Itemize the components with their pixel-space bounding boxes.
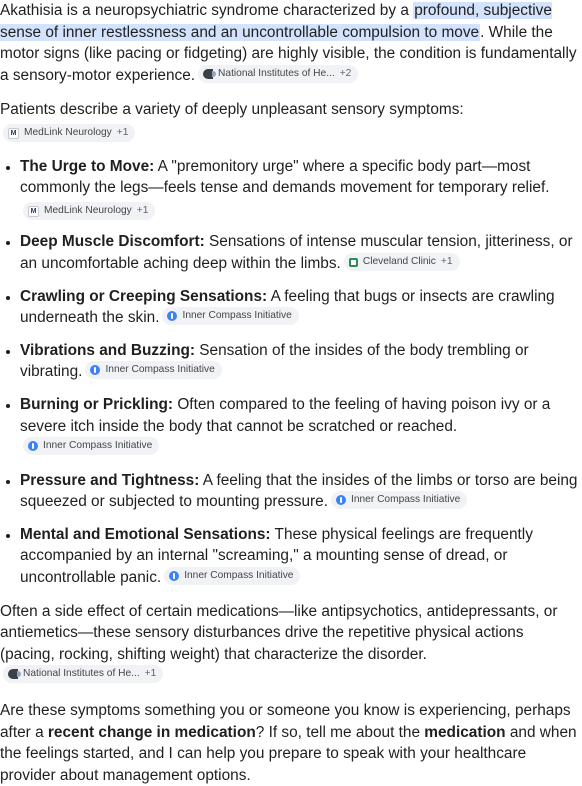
list-item: [20, 231, 582, 274]
source-chip-label: Inner Compass Initiative: [43, 440, 153, 452]
symptom-title: The Urge to Move:: [20, 157, 155, 175]
source-chip-inner-compass[interactable]: [331, 491, 467, 509]
symptoms-intro-text: Patients describe a variety of deeply unpleasant sensory symptoms:: [0, 101, 464, 119]
closing-bold-2: medication: [424, 723, 506, 741]
list-item: [20, 340, 582, 383]
intro-text: Akathisia is a neuropsychiatric syndrome characterized by a: [0, 2, 414, 19]
source-chip-more: +1: [116, 127, 129, 139]
inner-compass-icon: [28, 441, 38, 451]
source-chip-label: Cleveland Clinic: [362, 256, 436, 268]
intro-paragraph: [0, 0, 582, 86]
closing-text-2: ? If so, tell me about the: [255, 723, 425, 741]
closing-text-3: and when the feelings started, and I can help you prepare to speak with your healthcare provider about management options.: [0, 723, 577, 784]
source-chip-label: Inner Compass Initiative: [351, 494, 461, 506]
source-chip-more: +1: [440, 256, 453, 268]
source-chip-label: Inner Compass Initiative: [105, 364, 215, 376]
symptom-text: Sensation of the insides of the body trembling or vibrating.: [20, 341, 529, 381]
source-chip-nih[interactable]: [3, 665, 163, 683]
symptom-title: Mental and Emotional Sensations:: [20, 525, 271, 543]
symptom-text: Sensations of intense muscular tension, jitteriness, or an uncomfortable aching deep within the limbs.: [20, 233, 573, 272]
inner-compass-icon: [336, 495, 346, 505]
source-chip-inner-compass[interactable]: [85, 361, 221, 379]
nih-icon: [8, 669, 18, 679]
symptom-title: Pressure and Tightness:: [20, 471, 200, 489]
closing-text: Are these symptoms something you or someone you know is experiencing, perhaps after a: [0, 702, 571, 741]
source-chip-label: National Institutes of He...: [218, 67, 335, 79]
cleveland-clinic-icon: [349, 258, 358, 267]
source-chip-nih[interactable]: [198, 65, 358, 83]
symptoms-intro: [0, 99, 582, 142]
source-chip-medlink[interactable]: [23, 202, 155, 220]
closing-paragraph: [0, 700, 582, 786]
source-chip-label: National Institutes of He...: [23, 668, 140, 680]
symptom-title: Deep Muscle Discomfort:: [20, 233, 205, 251]
source-chip-label: Inner Compass Initiative: [182, 310, 292, 322]
inner-compass-icon: [90, 365, 100, 375]
source-chip-inner-compass[interactable]: [23, 437, 159, 455]
inner-compass-icon: [169, 571, 179, 581]
source-chip-more: +2: [339, 67, 352, 79]
intro-text-2: . While the motor signs (like pacing or fidgeting) are highly visible, the condition is fundamentally a sensory-motor experience.: [0, 23, 577, 84]
source-chip-more: +1: [136, 205, 149, 217]
list-item: [20, 470, 582, 513]
side-effect-paragraph: [0, 601, 582, 687]
symptom-text: A feeling that the insides of the limbs or torso are being squeezed or subjected to mounting pressure.: [20, 471, 578, 511]
source-chip-label: Inner Compass Initiative: [184, 570, 294, 582]
medlink-icon: M: [8, 128, 19, 139]
symptom-list: [0, 156, 582, 589]
highlighted-text[interactable]: profound, subjective sense of inner restlessness and an uncontrollable compulsion to move: [0, 2, 552, 41]
side-effect-text: Often a side effect of certain medications—like antipsychotics, antidepressants, or antiemetics—these sensory disturbances drive the repetitive physical actions (pacing, rocking, shifting weight) that characterize the disorder.: [0, 602, 558, 663]
source-chip-cleveland[interactable]: [344, 253, 460, 271]
closing-bold-1: recent change in medication: [47, 723, 256, 741]
nih-icon: [203, 69, 213, 79]
source-chip-more: +1: [144, 668, 157, 680]
source-chip-label: MedLink Neurology: [24, 127, 112, 139]
symptom-title: Burning or Prickling:: [20, 395, 174, 413]
source-chip-inner-compass[interactable]: [162, 307, 298, 325]
medlink-icon: M: [28, 206, 39, 217]
list-item: [20, 286, 582, 329]
symptom-title: Vibrations and Buzzing:: [20, 341, 196, 359]
source-chip-medlink[interactable]: [3, 124, 135, 142]
source-chip-label: MedLink Neurology: [44, 205, 132, 217]
symptom-text: Often compared to the feeling of having poison ivy or a severe itch inside the body that cannot be scratched or reached.: [20, 395, 551, 435]
symptom-text: These physical feelings are frequently accompanied by an internal "screaming," a mounting sense of dread, or uncontrollable panic.: [20, 525, 533, 587]
source-chip-inner-compass[interactable]: [164, 567, 300, 585]
inner-compass-icon: [167, 311, 177, 321]
symptom-text: A feeling that bugs or insects are crawling underneath the skin.: [20, 287, 555, 327]
symptom-title: Crawling or Creeping Sensations:: [20, 287, 268, 305]
list-item: [20, 394, 582, 459]
list-item: [20, 524, 582, 589]
symptom-text: A "premonitory urge" where a specific body part—most commonly the legs—feels tense and demands movement for temporary relief.: [20, 157, 550, 197]
list-item: [20, 156, 582, 221]
